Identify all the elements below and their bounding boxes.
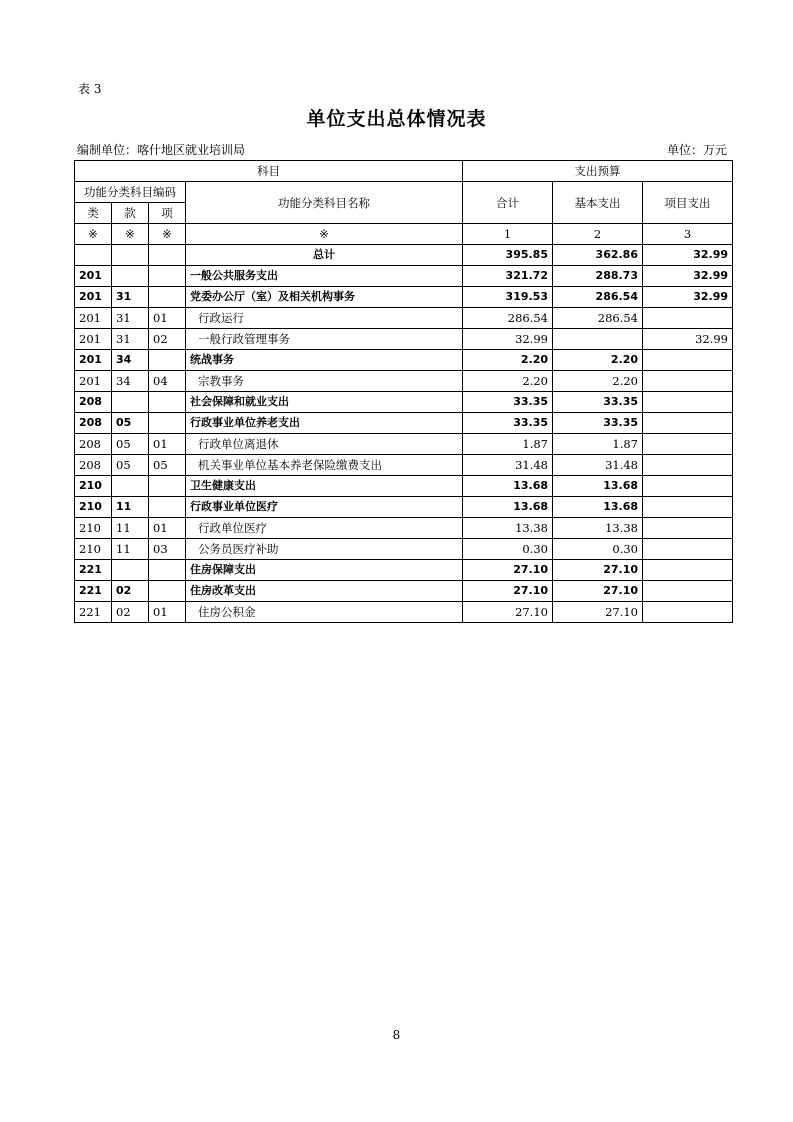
cell-lei-code: 210 (75, 518, 112, 539)
cell-lei-code: 201 (75, 266, 112, 287)
cell-basic: 27.10 (553, 602, 643, 623)
cell-project (643, 455, 733, 476)
cell-project: 32.99 (643, 266, 733, 287)
cell-kuan-code (112, 392, 149, 413)
cell-xiang-code: 01 (149, 518, 186, 539)
cell-subject-name: 行政单位医疗 (186, 518, 463, 539)
cell-total: 2.20 (463, 371, 553, 392)
cell-total: 395.85 (463, 245, 553, 266)
page-number: 8 (392, 1028, 401, 1042)
cell-project (643, 434, 733, 455)
cell-subject-name: 总计 (186, 245, 463, 266)
table-row (75, 518, 733, 539)
lei-header: 类 (75, 203, 112, 224)
compiling-unit: 编制单位：喀什地区就业培训局 (77, 143, 246, 157)
cell-basic: 31.48 (553, 455, 643, 476)
cell-subject-name: 一般公共服务支出 (186, 266, 463, 287)
cell-total: 27.10 (463, 602, 553, 623)
cell-subject-name: 统战事务 (186, 350, 463, 371)
cell-total: 13.68 (463, 476, 553, 497)
cell-lei-code: 201 (75, 329, 112, 350)
cell-subject-name: 机关事业单位基本养老保险缴费支出 (186, 455, 463, 476)
cell-basic: 0.30 (553, 539, 643, 560)
table-row (75, 581, 733, 602)
cell-kuan-code: 02 (112, 602, 149, 623)
mark-cell: ※ (112, 224, 149, 245)
cell-basic: 2.20 (553, 371, 643, 392)
cell-project (643, 371, 733, 392)
code-group-header: 功能分类科目编码 (75, 182, 186, 203)
xiang-header: 项 (149, 203, 186, 224)
table-row (75, 434, 733, 455)
cell-lei-code: 208 (75, 434, 112, 455)
cell-project (643, 476, 733, 497)
cell-subject-name: 行政运行 (186, 308, 463, 329)
cell-subject-name: 行政事业单位养老支出 (186, 413, 463, 434)
cell-total: 27.10 (463, 581, 553, 602)
cell-kuan-code: 11 (112, 539, 149, 560)
cell-kuan-code: 34 (112, 350, 149, 371)
cell-kuan-code: 34 (112, 371, 149, 392)
cell-kuan-code: 11 (112, 497, 149, 518)
mark-cell: ※ (186, 224, 463, 245)
cell-lei-code: 201 (75, 350, 112, 371)
cell-basic: 286.54 (553, 308, 643, 329)
cell-lei-code: 208 (75, 455, 112, 476)
table-row (75, 350, 733, 371)
cell-kuan-code: 31 (112, 329, 149, 350)
cell-xiang-code: 01 (149, 308, 186, 329)
cell-lei-code: 201 (75, 371, 112, 392)
cell-project (643, 308, 733, 329)
cell-kuan-code (112, 245, 149, 266)
cell-xiang-code (149, 497, 186, 518)
cell-lei-code: 221 (75, 581, 112, 602)
cell-total: 27.10 (463, 560, 553, 581)
cell-xiang-code (149, 476, 186, 497)
cell-subject-name: 党委办公厅（室）及相关机构事务 (186, 287, 463, 308)
cell-basic (553, 329, 643, 350)
cell-lei-code: 210 (75, 539, 112, 560)
expenditure-table (74, 160, 733, 623)
cell-total: 286.54 (463, 308, 553, 329)
cell-basic: 13.68 (553, 476, 643, 497)
cell-total: 1.87 (463, 434, 553, 455)
cell-xiang-code: 02 (149, 329, 186, 350)
table-row (75, 308, 733, 329)
cell-basic: 288.73 (553, 266, 643, 287)
cell-total: 31.48 (463, 455, 553, 476)
table-row (75, 287, 733, 308)
table-row (75, 245, 733, 266)
column-number: 1 (463, 224, 553, 245)
budget-header: 支出预算 (463, 161, 733, 182)
subject-header: 科目 (75, 161, 463, 182)
table-row (75, 413, 733, 434)
table-row (75, 539, 733, 560)
cell-kuan-code: 31 (112, 287, 149, 308)
cell-lei-code: 208 (75, 392, 112, 413)
cell-xiang-code (149, 350, 186, 371)
cell-total: 33.35 (463, 392, 553, 413)
table-body (75, 245, 733, 623)
cell-xiang-code: 01 (149, 602, 186, 623)
cell-lei-code: 201 (75, 308, 112, 329)
subject-name-header: 功能分类科目名称 (186, 182, 463, 224)
cell-lei-code: 221 (75, 602, 112, 623)
cell-kuan-code: 05 (112, 413, 149, 434)
cell-subject-name: 一般行政管理事务 (186, 329, 463, 350)
cell-subject-name: 宗教事务 (186, 371, 463, 392)
cell-xiang-code: 04 (149, 371, 186, 392)
cell-project (643, 560, 733, 581)
cell-subject-name: 住房保障支出 (186, 560, 463, 581)
cell-xiang-code: 03 (149, 539, 186, 560)
table-row (75, 476, 733, 497)
cell-lei-code (75, 245, 112, 266)
column-number: 2 (553, 224, 643, 245)
cell-xiang-code (149, 266, 186, 287)
cell-kuan-code: 31 (112, 308, 149, 329)
table-number: 表 3 (78, 82, 102, 96)
cell-subject-name: 社会保障和就业支出 (186, 392, 463, 413)
cell-project (643, 350, 733, 371)
cell-kuan-code (112, 476, 149, 497)
cell-subject-name: 卫生健康支出 (186, 476, 463, 497)
cell-lei-code: 208 (75, 413, 112, 434)
cell-xiang-code: 01 (149, 434, 186, 455)
cell-project: 32.99 (643, 287, 733, 308)
currency-unit: 单位：万元 (666, 143, 727, 157)
cell-project: 32.99 (643, 329, 733, 350)
cell-project (643, 497, 733, 518)
cell-kuan-code: 02 (112, 581, 149, 602)
cell-lei-code: 210 (75, 476, 112, 497)
cell-lei-code: 201 (75, 287, 112, 308)
table-row (75, 392, 733, 413)
total-header: 合计 (463, 182, 553, 224)
mark-cell: ※ (75, 224, 112, 245)
cell-basic: 33.35 (553, 392, 643, 413)
cell-basic: 27.10 (553, 560, 643, 581)
cell-total: 2.20 (463, 350, 553, 371)
table-row (75, 602, 733, 623)
cell-total: 33.35 (463, 413, 553, 434)
cell-basic: 13.68 (553, 497, 643, 518)
cell-basic: 2.20 (553, 350, 643, 371)
mark-cell: ※ (149, 224, 186, 245)
cell-basic: 33.35 (553, 413, 643, 434)
cell-kuan-code (112, 560, 149, 581)
table-row (75, 455, 733, 476)
cell-xiang-code (149, 392, 186, 413)
cell-total: 0.30 (463, 539, 553, 560)
cell-subject-name: 公务员医疗补助 (186, 539, 463, 560)
cell-basic: 1.87 (553, 434, 643, 455)
table-row (75, 497, 733, 518)
column-number: 3 (643, 224, 733, 245)
cell-project (643, 413, 733, 434)
cell-project: 32.99 (643, 245, 733, 266)
cell-total: 321.72 (463, 266, 553, 287)
table-row (75, 329, 733, 350)
cell-total: 13.38 (463, 518, 553, 539)
cell-xiang-code: 05 (149, 455, 186, 476)
cell-xiang-code (149, 413, 186, 434)
cell-subject-name: 行政单位离退休 (186, 434, 463, 455)
cell-kuan-code (112, 266, 149, 287)
cell-project (643, 392, 733, 413)
cell-kuan-code: 11 (112, 518, 149, 539)
cell-basic: 13.38 (553, 518, 643, 539)
cell-basic: 362.86 (553, 245, 643, 266)
cell-project (643, 518, 733, 539)
cell-project (643, 602, 733, 623)
cell-kuan-code: 05 (112, 455, 149, 476)
cell-basic: 27.10 (553, 581, 643, 602)
page-title: 单位支出总体情况表 (306, 108, 487, 130)
cell-xiang-code (149, 560, 186, 581)
cell-project (643, 581, 733, 602)
kuan-header: 款 (112, 203, 149, 224)
cell-lei-code: 210 (75, 497, 112, 518)
cell-lei-code: 221 (75, 560, 112, 581)
cell-subject-name: 住房改革支出 (186, 581, 463, 602)
project-header: 项目支出 (643, 182, 733, 224)
cell-xiang-code (149, 287, 186, 308)
cell-kuan-code: 05 (112, 434, 149, 455)
basic-header: 基本支出 (553, 182, 643, 224)
cell-subject-name: 住房公积金 (186, 602, 463, 623)
cell-total: 13.68 (463, 497, 553, 518)
cell-project (643, 539, 733, 560)
table-row (75, 371, 733, 392)
cell-basic: 286.54 (553, 287, 643, 308)
cell-xiang-code (149, 581, 186, 602)
cell-total: 319.53 (463, 287, 553, 308)
table-row (75, 560, 733, 581)
cell-total: 32.99 (463, 329, 553, 350)
cell-xiang-code (149, 245, 186, 266)
cell-subject-name: 行政事业单位医疗 (186, 497, 463, 518)
table-row (75, 266, 733, 287)
